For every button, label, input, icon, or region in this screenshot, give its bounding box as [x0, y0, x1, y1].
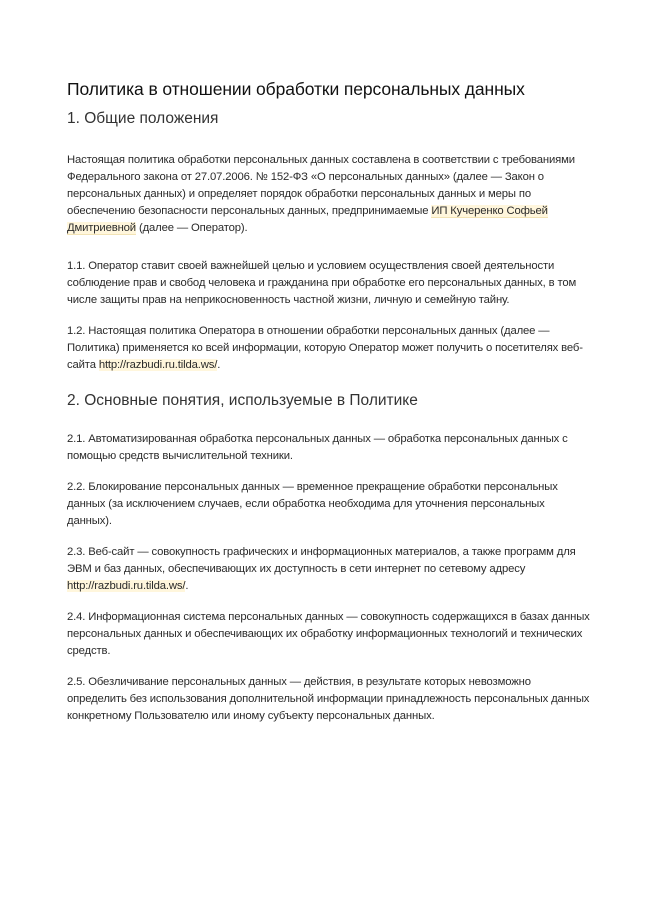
section-heading-general: 1. Общие положения: [67, 110, 219, 127]
paragraph-1-2-end: .: [217, 359, 221, 371]
paragraph-2-1: 2.1. Автоматизированная обработка персональных данных — обработка персональных данных с помощью средств вычислительной техники.: [67, 433, 568, 462]
website-link[interactable]: http://razbudi.ru.tilda.ws/: [98, 359, 218, 371]
intro-text-after: (далее — Оператор).: [135, 222, 248, 234]
operator-name-field: ИП Кучеренко Софьей Дмитриевной: [67, 205, 548, 234]
website-link[interactable]: http://razbudi.ru.tilda.ws/: [67, 580, 186, 592]
paragraph-2-3-text: 2.3. Веб-сайт — совокупность графических и информационных материалов, а также программ для ЭВМ и баз данных, обеспечивающих их доступность в сети интернет по сетевому адресу: [67, 546, 576, 575]
paragraph-2-4: 2.4. Информационная система персональных данных — совокупность содержащихся в базах данных персональных данных и обеспечивающих их обработку информационных технологий и технических средств.: [67, 611, 590, 657]
paragraph-2-3: [67, 544, 592, 595]
paragraph-1-2: [67, 323, 592, 374]
paragraph-1-2-text: 1.2. Настоящая политика Оператора в отношении обработки персональных данных (далее — Политика) применяется ко всей информации, которую Оператор может получить о посетителях веб-сайта: [67, 325, 583, 371]
paragraph-1-1: 1.1. Оператор ставит своей важнейшей целью и условием осуществления своей деятельности соблюдение прав и свобод человека и гражданина при обработке его персональных данных, в том числе защиты прав на неприкосновенность частной жизни, личную и семейную тайну.: [67, 260, 577, 306]
paragraph-2-5: 2.5. Обезличивание персональных данных — действия, в результате которых невозможно определить без использования дополнительной информации принадлежность персональных данных конкретному Пользователю или иному субъекту персональных данных.: [67, 676, 590, 722]
page-title: Политика в отношении обработки персональных данных: [67, 79, 525, 99]
intro-paragraph: [67, 152, 592, 237]
paragraph-2-3-end: .: [185, 580, 189, 592]
document-content: [67, 78, 592, 725]
intro-text-before: Настоящая политика обработки персональных данных составлена в соответствии с требованиями Федерального закона от 27.07.2006. № 152-ФЗ «О персональных данных» (далее — Закон о персональных данных) и определяет порядок обработки персональных данных и меры по обеспечению безопасности персональных данных, предпринимаемые: [67, 154, 575, 217]
paragraph-2-2: 2.2. Блокирование персональных данных — временное прекращение обработки персональных данных (за исключением случаев, если обработка необходима для уточнения персональных данных).: [67, 481, 558, 527]
section-heading-definitions: 2. Основные понятия, используемые в Политике: [67, 392, 418, 409]
